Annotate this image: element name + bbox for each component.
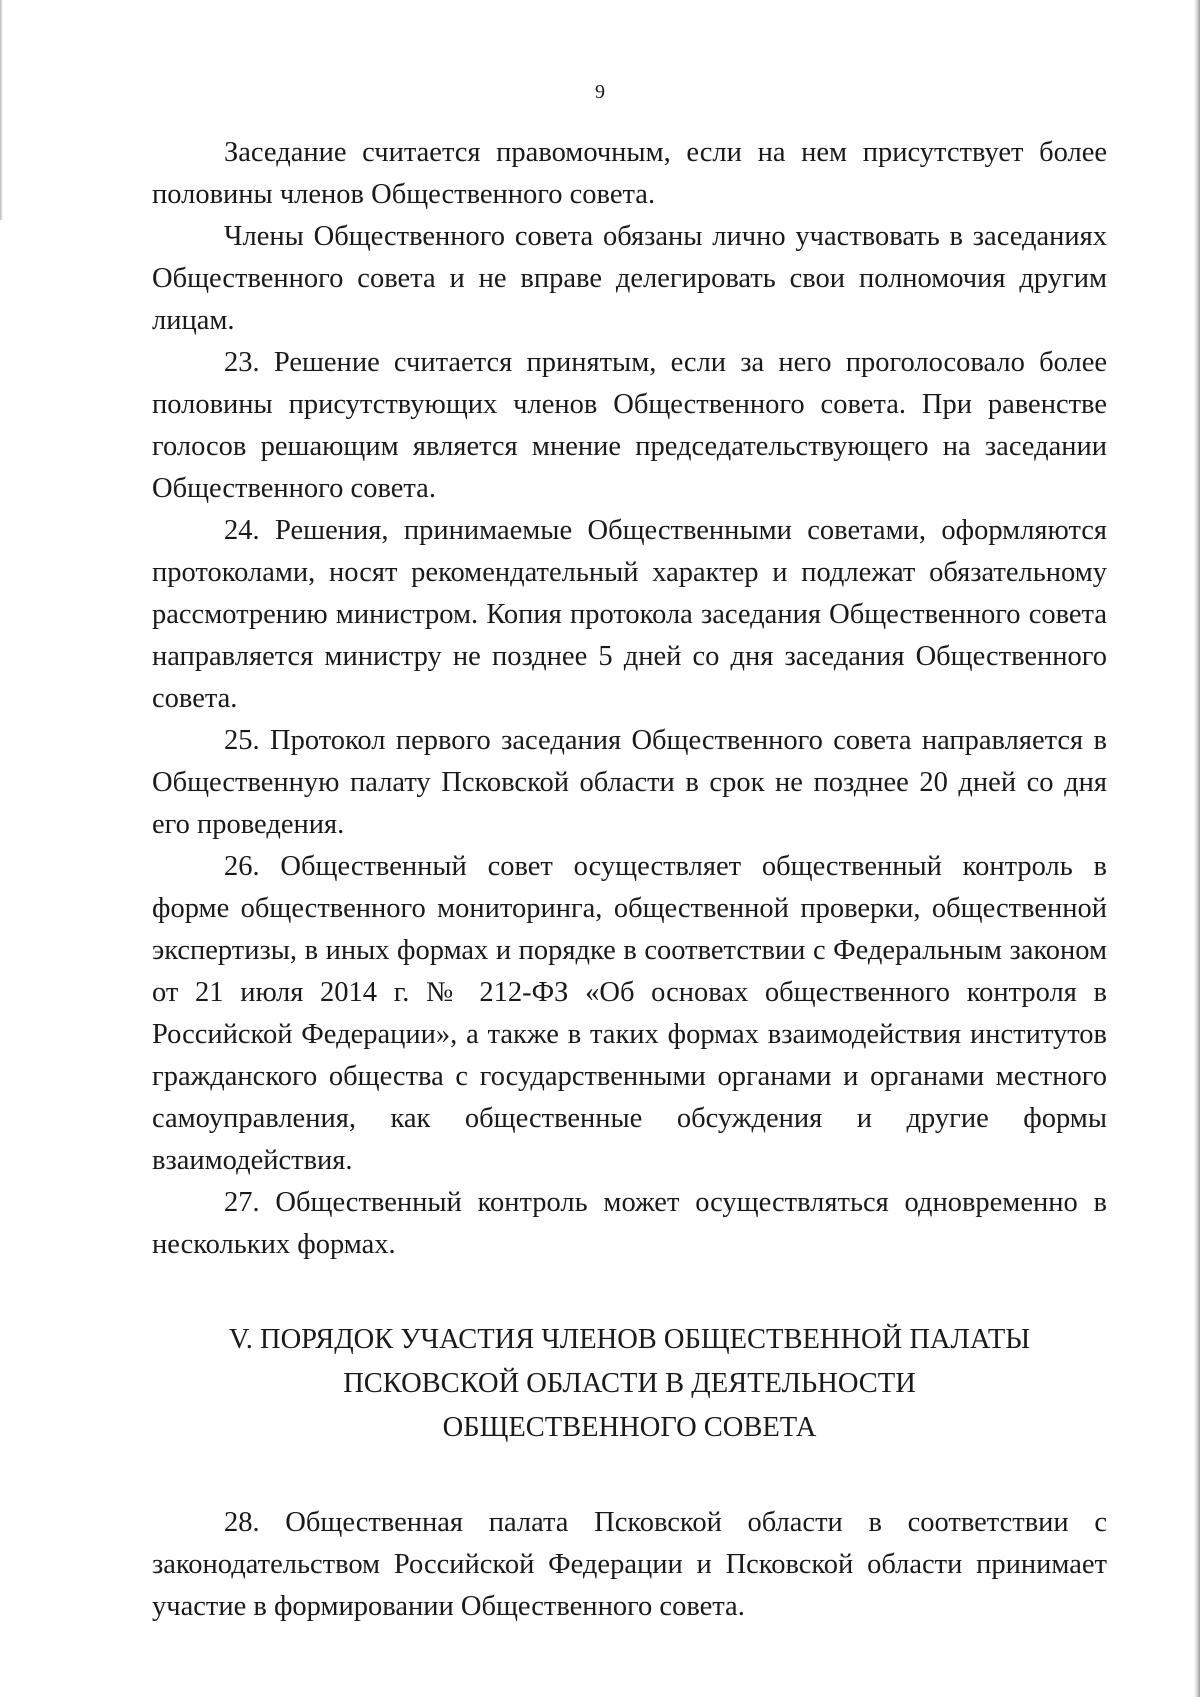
paragraph-28: 28. Общественная палата Псковской области в соответствии с законодательством Российской Федерации и Псковской области принимает участие в формировании Общественного совета.: [152, 1507, 1107, 1622]
paragraph-members-duty: Члены Общественного совета обязаны лично участвовать в заседаниях Общественного совета и не вправе делегировать свои полномочия другим лицам.: [152, 221, 1107, 336]
paragraph-25: 25. Протокол первого заседания Общественного совета направляется в Общественную палату Псковской области в срок не позднее 20 дней со дня его проведения.: [152, 725, 1107, 840]
document-body: [152, 132, 1107, 1628]
section-heading-line-1: V. ПОРЯДОК УЧАСТИЯ ЧЛЕНОВ ОБЩЕСТВЕННОЙ ПАЛАТЫ: [228, 1324, 1031, 1355]
section-heading-line-3: ОБЩЕСТВЕННОГО СОВЕТА: [442, 1412, 817, 1443]
paragraph-24: 24. Решения, принимаемые Общественными советами, оформляются протоколами, носят рекомендательный характер и подлежат обязательному рассмотрению министром. Копия протокола заседания Общественного совета направляется министру не позднее 5 дней со дня заседания Общественного совета.: [152, 515, 1107, 714]
paragraph-27: 27. Общественный контроль может осуществляться одновременно в нескольких формах.: [152, 1187, 1107, 1260]
page-number: 9: [595, 81, 605, 103]
scan-edge-left: [0, 0, 3, 220]
paragraph-23: 23. Решение считается принятым, если за него проголосовало более половины присутствующих членов Общественного совета. При равенстве голосов решающим является мнение председательствующего на заседании Общественного совета.: [152, 347, 1107, 504]
scan-edge-right: [1194, 0, 1200, 1697]
paragraph-quorum: Заседание считается правомочным, если на нем присутствует более половины членов Общественного совета.: [152, 137, 1107, 210]
section-heading: [152, 1318, 1107, 1450]
paragraph-26: 26. Общественный совет осуществляет общественный контроль в форме общественного мониторинга, общественной проверки, общественной экспертизы, в иных формах и порядке в соответствии с Федеральным законом от 21 июля 2014 г. № 212-ФЗ «Об основах общественного контроля в Российской Федерации», а также в таких формах взаимодействия институтов гражданского общества с государственными органами и органами местного самоуправления, как общественные обсуждения и другие формы взаимодействия.: [152, 851, 1107, 1176]
section-heading-line-2: ПСКОВСКОЙ ОБЛАСТИ В ДЕЯТЕЛЬНОСТИ: [343, 1368, 916, 1399]
